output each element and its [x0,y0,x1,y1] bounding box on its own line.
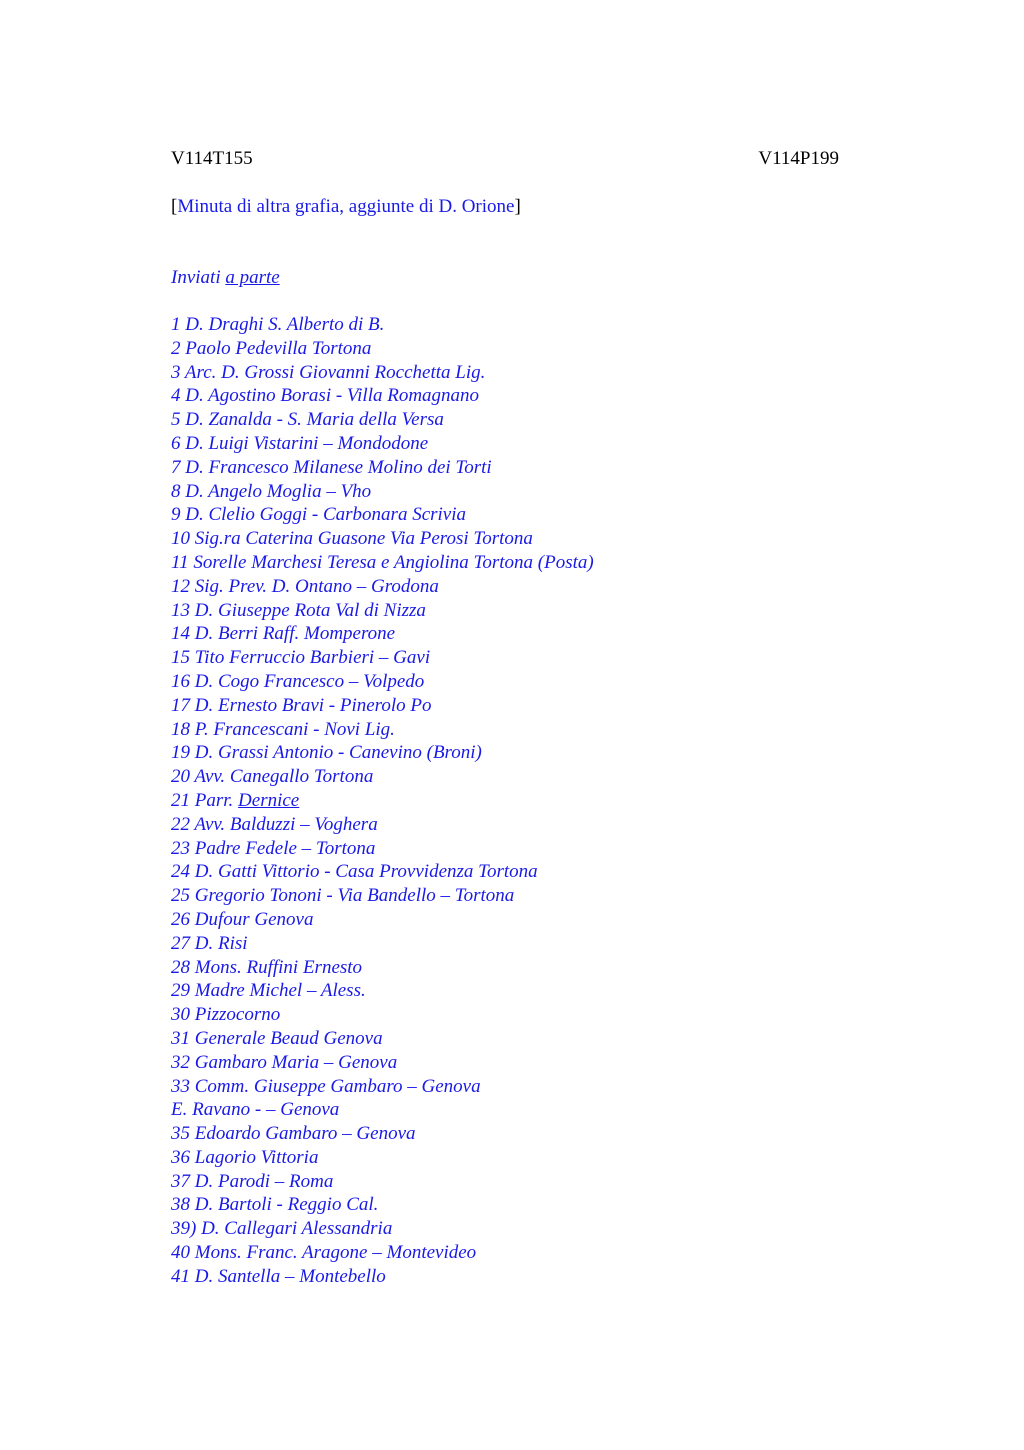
document-code-left: V114T155 [171,148,253,169]
section-title-prefix: Inviati [171,267,226,288]
list-item: 27 D. Risi [171,932,248,954]
list-item: 16 D. Cogo Francesco – Volpedo [171,670,425,692]
note-close-bracket: ] [514,196,521,217]
list-item: 19 D. Grassi Antonio - Canevino (Broni) [171,742,482,764]
note-text: Minuta di altra grafia, aggiunte di D. Orione [177,196,515,217]
list-item: 24 D. Gatti Vittorio - Casa Provvidenza Tortona [171,861,538,883]
list-item: 12 Sig. Prev. D. Ontano – Grodona [171,575,439,597]
list-item: 23 Padre Fedele – Tortona [171,837,376,859]
list-item: 8 D. Angelo Moglia – Vho [171,480,372,502]
list-item: 7 D. Francesco Milanese Molino dei Torti [171,456,492,478]
list-item: 29 Madre Michel – Aless. [171,980,366,1002]
list-item: 41 D. Santella – Montebello [171,1265,386,1287]
list-item: 17 D. Ernesto Bravi - Pinerolo Po [171,694,432,716]
list-item: 39) D. Callegari Alessandria [171,1218,393,1240]
section-title [171,266,280,290]
section-title-underlined: a parte [225,267,280,288]
list-item: 4 D. Agostino Borasi - Villa Romagnano [171,385,480,407]
list-item: 20 Avv. Canegallo Tortona [171,766,374,788]
list-item: 6 D. Luigi Vistarini – Mondodone [171,432,429,454]
list-item: 36 Lagorio Vittoria [171,1146,319,1168]
list-item: 28 Mons. Ruffini Ernesto [171,956,363,978]
list-item: 26 Dufour Genova [171,908,314,930]
list-item: 31 Generale Beaud Genova [171,1027,383,1049]
list-item: 10 Sig.ra Caterina Guasone Via Perosi Tortona [171,528,533,550]
list-item: 2 Paolo Pedevilla Tortona [171,337,372,359]
note-open-bracket: [ [171,196,178,217]
list-item: 18 P. Francescani - Novi Lig. [171,718,395,740]
list-item: 14 D. Berri Raff. Momperone [171,623,396,645]
list-item: 13 D. Giuseppe Rota Val di Nizza [171,599,426,621]
list-item: 38 D. Bartoli - Reggio Cal. [171,1194,379,1216]
list-item: 1 D. Draghi S. Alberto di B. [171,314,385,335]
list-item: 30 Pizzocorno [171,1004,281,1026]
list-item: 11 Sorelle Marchesi Teresa e Angiolina Tortona (Posta) [171,551,594,573]
document-code-right: V114P199 [758,148,839,169]
list-item: 37 D. Parodi – Roma [171,1170,334,1192]
list-item: 15 Tito Ferruccio Barbieri – Gavi [171,647,431,669]
list-item: 3 Arc. D. Grossi Giovanni Rocchetta Lig. [171,361,486,383]
list-item: 33 Comm. Giuseppe Gambaro – Genova [171,1075,481,1097]
list-item: 35 Edoardo Gambaro – Genova [171,1123,416,1145]
recipient-list [171,313,594,1289]
list-item: 5 D. Zanalda - S. Maria della Versa [171,409,444,431]
editorial-note [171,195,521,219]
document-codes [171,147,839,171]
list-item-prefix: 21 Parr. [171,789,239,811]
list-item: 22 Avv. Balduzzi – Voghera [171,813,378,835]
list-item: 40 Mons. Franc. Aragone – Montevideo [171,1242,477,1264]
list-item: E. Ravano - – Genova [171,1099,340,1121]
list-item: 9 D. Clelio Goggi - Carbonara Scrivia [171,504,467,526]
list-item-underlined: Dernice [238,789,300,811]
list-item: 32 Gambaro Maria – Genova [171,1051,398,1073]
list-item: 25 Gregorio Tononi - Via Bandello – Tortona [171,885,515,907]
list-item [171,789,594,813]
